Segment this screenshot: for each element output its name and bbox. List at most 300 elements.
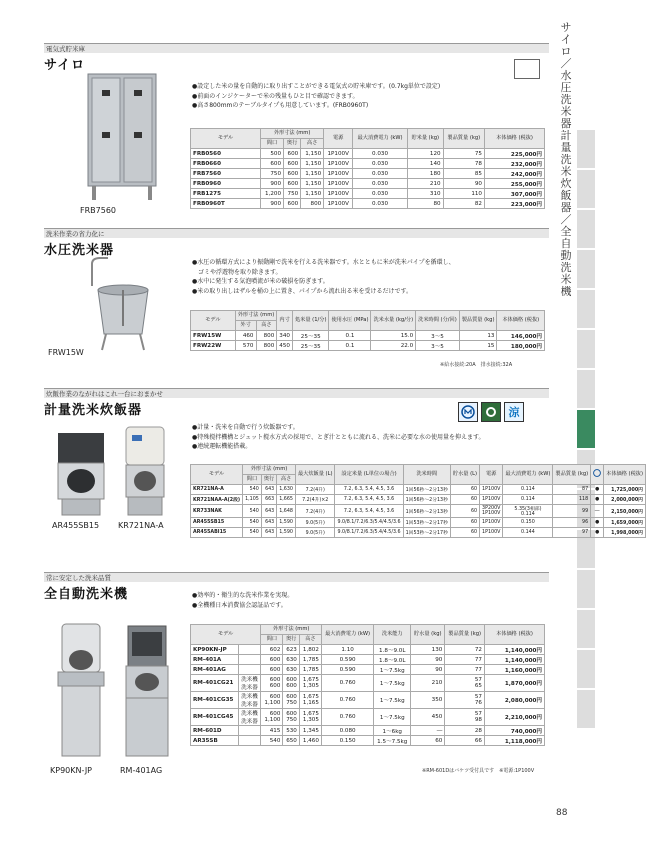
cell-wt: 28 bbox=[445, 726, 485, 736]
cell-dot: ● bbox=[591, 518, 604, 528]
cell-price: 2,080,000円 bbox=[485, 692, 545, 709]
side-vertical-title bbox=[559, 22, 573, 298]
cell-c: 0.144 bbox=[503, 528, 553, 538]
cell-w: 1,105 bbox=[243, 495, 262, 505]
table-row bbox=[191, 655, 545, 665]
cell-r: 9.0(5升) bbox=[295, 528, 335, 538]
section-title-cooker: 計量洗米炊飯器 bbox=[44, 403, 143, 418]
cell-m: FRB1275 bbox=[191, 189, 261, 199]
cell-w: 600 1,100 bbox=[261, 709, 283, 726]
cell-sub: 洗米機 洗米器 bbox=[238, 692, 261, 709]
col-cert-icon bbox=[591, 465, 604, 485]
index-tab[interactable] bbox=[577, 370, 595, 408]
col-time: 洗米時間 (分/回) bbox=[416, 311, 460, 331]
cell-w: 540 bbox=[243, 528, 262, 538]
cooker-photo-kr721na-a bbox=[118, 425, 172, 517]
eco-icon bbox=[481, 402, 501, 422]
cell-price: 255,000円 bbox=[485, 179, 545, 189]
cell-wt: 90 bbox=[443, 179, 484, 189]
cell-wa: 450 bbox=[411, 709, 445, 726]
cell-cap: 310 bbox=[407, 189, 443, 199]
col-water: 貯水量 (kg) bbox=[411, 625, 445, 645]
title-char: 器 bbox=[560, 201, 572, 214]
title-char: 米 bbox=[560, 273, 572, 286]
table-row bbox=[191, 179, 545, 189]
cell-sub bbox=[238, 645, 261, 655]
cell-price: 2,150,000円 bbox=[604, 505, 646, 518]
cell-h: 800 bbox=[256, 341, 277, 351]
index-tab[interactable] bbox=[577, 130, 595, 168]
title-char: ／ bbox=[560, 57, 572, 70]
cell-w: 600 bbox=[261, 655, 283, 665]
cell-m: KR721NAA-A(2段) bbox=[191, 495, 243, 505]
section-title-washer: 水圧洗米器 bbox=[44, 243, 115, 258]
cell-cap: 180 bbox=[407, 169, 443, 179]
washer-photo bbox=[78, 256, 168, 352]
washer-footnote: ※給水接続:20A 排水接続:32A bbox=[440, 362, 513, 368]
cell-w: 500 bbox=[261, 149, 284, 159]
table-row bbox=[191, 505, 646, 518]
cell-h: 1,345 bbox=[299, 726, 321, 736]
cell-cap: 1〜7.5kg bbox=[374, 692, 411, 709]
cell-d: 623 bbox=[283, 645, 299, 655]
cell-wa: 130 bbox=[411, 645, 445, 655]
cool-icon: 涼 bbox=[504, 402, 524, 422]
cell-s: 9.0/8.1/7.2/6.3/5.4/4.5/3.6 bbox=[335, 528, 403, 538]
cell-s: 7.2, 6.3, 5.4, 4.5, 3.6 bbox=[335, 485, 403, 495]
table-row bbox=[191, 495, 646, 505]
cell-sub: 洗米機 洗米器 bbox=[238, 675, 261, 692]
cell-c: 0.114 bbox=[503, 495, 553, 505]
cell-sub: 洗米機 洗米器 bbox=[238, 709, 261, 726]
cell-p: 1P100V bbox=[324, 199, 353, 209]
cell-cap: 25〜35 bbox=[292, 341, 329, 351]
col-h: 高さ bbox=[299, 635, 321, 645]
cell-p: 1P100V bbox=[480, 518, 503, 528]
col-w: 間口 bbox=[243, 475, 262, 485]
cell-cap: 1〜7.5kg bbox=[374, 665, 411, 675]
cell-c: 0.030 bbox=[353, 169, 408, 179]
cell-wa: 60 bbox=[450, 485, 479, 495]
col-inner: 内寸 bbox=[277, 311, 293, 331]
table-row bbox=[191, 341, 545, 351]
cell-m: FRB0960 bbox=[191, 179, 261, 189]
cell-cap: 1.8〜9.0L bbox=[374, 645, 411, 655]
cell-t: 1回56秒〜2分13秒 bbox=[403, 485, 450, 495]
cell-wt: 13 bbox=[459, 331, 497, 341]
cell-p: 1P100V bbox=[324, 189, 353, 199]
cell-pr: 0.1 bbox=[329, 341, 371, 351]
cell-d: 600 600 bbox=[283, 675, 299, 692]
col-weight: 製品質量 (kg) bbox=[445, 625, 485, 645]
col-model: モデル bbox=[191, 465, 243, 485]
cell-wa: 350 bbox=[411, 692, 445, 709]
table-row bbox=[191, 149, 545, 159]
index-tab-active[interactable] bbox=[577, 410, 595, 448]
cell-price: 740,000円 bbox=[485, 726, 545, 736]
col-w: 間口 bbox=[261, 139, 284, 149]
cell-m: FRB0560 bbox=[191, 149, 261, 159]
cell-wt: 118 bbox=[553, 495, 591, 505]
photo-label-frw15w: FRW15W bbox=[48, 348, 84, 357]
index-tab[interactable] bbox=[577, 570, 595, 608]
index-tab[interactable] bbox=[577, 610, 595, 648]
cell-t: 1回56秒〜2分13秒 bbox=[403, 505, 450, 518]
cell-p: 1P100V bbox=[480, 485, 503, 495]
bullet: ●連続運転機能搭載。 bbox=[192, 443, 252, 450]
cell-m: AR455SB15 bbox=[191, 518, 243, 528]
cell-c: 0.150 bbox=[503, 518, 553, 528]
cell-price: 1,998,000円 bbox=[604, 528, 646, 538]
cell-m: RM-401A bbox=[191, 655, 239, 665]
cell-h: 1,150 bbox=[301, 159, 324, 169]
cell-wa: 210 bbox=[411, 675, 445, 692]
cell-cap: 25〜35 bbox=[292, 331, 329, 341]
cell-cap: 210 bbox=[407, 179, 443, 189]
cell-c: 0.114 bbox=[503, 485, 553, 495]
table-row bbox=[191, 726, 545, 736]
cell-price: 2,210,000円 bbox=[485, 709, 545, 726]
cell-c: 0.760 bbox=[321, 709, 373, 726]
cell-m: FRW15W bbox=[191, 331, 236, 341]
silo-spec-table bbox=[190, 128, 545, 209]
index-tab[interactable] bbox=[577, 250, 595, 288]
photo-label-kp90kn-jp: KP90KN-JP bbox=[50, 766, 92, 775]
col-dims: 外形寸法 (mm) bbox=[243, 465, 296, 475]
cell-d: 750 bbox=[284, 189, 301, 199]
cell-price: 232,000円 bbox=[485, 159, 545, 169]
cell-w: 600 bbox=[261, 665, 283, 675]
cell-h: 1,675 1,305 bbox=[299, 675, 321, 692]
cell-cap: 80 bbox=[407, 199, 443, 209]
cell-wt: 72 bbox=[445, 645, 485, 655]
cell-d: 630 bbox=[283, 665, 299, 675]
cell-d: 600 bbox=[284, 159, 301, 169]
title-char: 米 bbox=[560, 165, 572, 178]
cell-d: 600 bbox=[284, 199, 301, 209]
cell-c: 0.760 bbox=[321, 675, 373, 692]
section-title-silo: サイロ bbox=[44, 58, 86, 73]
cell-wt: 66 bbox=[445, 736, 485, 746]
col-model: モデル bbox=[191, 129, 261, 149]
index-tab[interactable] bbox=[577, 210, 595, 248]
bullet: ●水圧の循環方式により振動剛で洗米を行える洗米器です。水とともに米が洗米パイプを循環し、 bbox=[192, 259, 455, 266]
cell-p: 1P100V bbox=[480, 495, 503, 505]
col-dims: 外形寸法 (mm) bbox=[261, 129, 324, 139]
bullet: ●前面のインジケーターで米の残量もひと目で確認できます。 bbox=[192, 92, 359, 100]
cell-w: 540 bbox=[243, 505, 262, 518]
cell-h: 1,785 bbox=[299, 655, 321, 665]
silo-photo bbox=[82, 70, 162, 202]
col-price: 本体価格 (税抜) bbox=[497, 311, 545, 331]
cell-d: 643 bbox=[261, 518, 276, 528]
cell-s: 9.0/8.1/7.2/6.3/5.4/4.5/3.6 bbox=[335, 518, 403, 528]
table-row bbox=[191, 528, 646, 538]
cell-h: 1,785 bbox=[299, 665, 321, 675]
cell-c: 0.030 bbox=[353, 199, 408, 209]
cell-cap: 1.5〜7.5kg bbox=[374, 736, 411, 746]
cell-wt: 87 bbox=[553, 485, 591, 495]
cell-wt: 57 98 bbox=[445, 709, 485, 726]
col-weight: 製品質量 (kg) bbox=[459, 311, 497, 331]
cell-d: 600 bbox=[284, 169, 301, 179]
cell-d: 600 bbox=[284, 149, 301, 159]
cell-s: 7.2, 6.3, 5.4, 4.5, 3.6 bbox=[335, 505, 403, 518]
table-row bbox=[191, 169, 545, 179]
cell-cap: 1〜6kg bbox=[374, 726, 411, 736]
cell-dot: ● bbox=[591, 485, 604, 495]
auto-washer-photo-rm-401ag bbox=[120, 622, 174, 760]
photo-label-frb7560: FRB7560 bbox=[80, 206, 117, 215]
cell-c: 0.030 bbox=[353, 149, 408, 159]
cell-w: 750 bbox=[261, 169, 284, 179]
title-char: 量 bbox=[560, 141, 572, 154]
cell-wt: 85 bbox=[443, 169, 484, 179]
cell-t: 3〜5 bbox=[416, 341, 460, 351]
title-char: 飯 bbox=[560, 189, 572, 202]
cell-cap: 1〜7.5kg bbox=[374, 709, 411, 726]
cell-wt: 78 bbox=[443, 159, 484, 169]
cell-m: RM-401CG45 bbox=[191, 709, 239, 726]
table-row bbox=[191, 518, 646, 528]
cell-wt: 97 bbox=[553, 528, 591, 538]
cell-cap: 1.8〜9.0L bbox=[374, 655, 411, 665]
title-char: ロ bbox=[560, 45, 572, 58]
cell-sub bbox=[238, 736, 261, 746]
cell-w: 540 bbox=[261, 736, 283, 746]
col-d: 奥行 bbox=[261, 475, 276, 485]
col-time: 洗米時間 bbox=[403, 465, 450, 485]
cell-m: KP90KN-JP bbox=[191, 645, 239, 655]
section-title-auto-washer: 全自動洗米機 bbox=[44, 587, 129, 602]
index-tab[interactable] bbox=[577, 690, 595, 728]
cell-w: 602 bbox=[261, 645, 283, 655]
cell-wt: 96 bbox=[553, 518, 591, 528]
cell-p: 1P100V bbox=[324, 179, 353, 189]
col-capacity: 洗米能力 bbox=[374, 625, 411, 645]
table-row bbox=[191, 331, 545, 341]
photo-label-ar455sb15: AR455SB15 bbox=[52, 521, 100, 530]
cell-price: 225,000円 bbox=[485, 149, 545, 159]
cell-c: 0.590 bbox=[321, 665, 373, 675]
cell-i: 450 bbox=[277, 341, 293, 351]
cell-price: 307,000円 bbox=[485, 189, 545, 199]
cell-h: 1,460 bbox=[299, 736, 321, 746]
bullet: ●設定した米の量を自動的に取り出すことができる電気式の貯米庫です。(0.7kg単位で設定) bbox=[192, 83, 441, 90]
cell-pr: 0.1 bbox=[329, 331, 371, 341]
cell-t: 1回53秒〜2分17秒 bbox=[403, 528, 450, 538]
cell-t: 1回53秒〜2分17秒 bbox=[403, 518, 450, 528]
title-char: 全 bbox=[560, 225, 572, 238]
cell-h: 1,675 1,305 bbox=[299, 709, 321, 726]
cell-h: 1,590 bbox=[277, 528, 296, 538]
table-row bbox=[191, 736, 545, 746]
col-weight: 製品質量 (kg) bbox=[553, 465, 591, 485]
cell-wa: 90 bbox=[411, 665, 445, 675]
cell-wt: 77 bbox=[445, 655, 485, 665]
cell-r: 9.0(5升) bbox=[295, 518, 335, 528]
index-tab[interactable] bbox=[577, 170, 595, 208]
table-row bbox=[191, 189, 545, 199]
title-char: 洗 bbox=[560, 153, 572, 166]
cell-h: 1,150 bbox=[301, 149, 324, 159]
cell-d: 650 bbox=[283, 736, 299, 746]
col-dims: 外形寸法 (mm) bbox=[261, 625, 322, 635]
cell-wt: 82 bbox=[443, 199, 484, 209]
cell-i: 340 bbox=[277, 331, 293, 341]
silo-bullets bbox=[192, 82, 440, 111]
cell-m: AR35SB bbox=[191, 736, 239, 746]
table-row bbox=[191, 159, 545, 169]
col-price: 本体価格 (税抜) bbox=[485, 625, 545, 645]
title-char: ／ bbox=[560, 213, 572, 226]
cell-w: 900 bbox=[261, 199, 284, 209]
cell-dot: ● bbox=[591, 528, 604, 538]
cell-m: RM-401AG bbox=[191, 665, 239, 675]
table-row bbox=[191, 675, 545, 692]
cell-d: 530 bbox=[283, 726, 299, 736]
col-power: 電源 bbox=[324, 129, 353, 149]
index-tab[interactable] bbox=[577, 650, 595, 688]
cell-c: 0.030 bbox=[353, 179, 408, 189]
cell-h: 1,150 bbox=[301, 169, 324, 179]
cell-r: 7.2(4升) bbox=[295, 485, 335, 495]
title-char: 米 bbox=[560, 105, 572, 118]
cell-w: 600 1,100 bbox=[261, 692, 283, 709]
col-setting: 設定米量 (L単位の場合) bbox=[335, 465, 403, 485]
title-char: 炊 bbox=[560, 177, 572, 190]
col-h: 高さ bbox=[301, 139, 324, 149]
index-tab[interactable] bbox=[577, 290, 595, 328]
cell-d: 643 bbox=[261, 528, 276, 538]
cell-wa: 22.0 bbox=[371, 341, 416, 351]
cell-w: 600 bbox=[261, 159, 284, 169]
cell-d: 643 bbox=[261, 485, 276, 495]
title-char: サ bbox=[560, 21, 572, 34]
cell-m: FRB0960T bbox=[191, 199, 261, 209]
cell-price: 180,000円 bbox=[497, 341, 545, 351]
col-price: 本体価格 (税抜) bbox=[604, 465, 646, 485]
col-pressure: 使用水圧 (MPa) bbox=[329, 311, 371, 331]
cell-wt: 15 bbox=[459, 341, 497, 351]
cell-t: 3〜5 bbox=[416, 331, 460, 341]
cell-wa: 60 bbox=[450, 495, 479, 505]
cell-d: 663 bbox=[261, 495, 276, 505]
cooker-photo-ar455sb15 bbox=[52, 425, 112, 517]
col-h: 高さ bbox=[277, 475, 296, 485]
cell-wt: 110 bbox=[443, 189, 484, 199]
col-weight: 製品質量 (kg) bbox=[443, 129, 484, 149]
section-category-auto-washer: 常に安定した洗米品質 bbox=[44, 572, 549, 582]
photo-label-rm-401ag: RM-401AG bbox=[120, 766, 163, 775]
cell-p: 1P100V bbox=[480, 528, 503, 538]
cell-h: 800 bbox=[301, 199, 324, 209]
col-d: 奥行 bbox=[283, 635, 299, 645]
cell-t: 1回56秒〜2分13秒 bbox=[403, 495, 450, 505]
cell-sub bbox=[238, 665, 261, 675]
index-tab[interactable] bbox=[577, 330, 595, 368]
photo-label-kr721na-a: KR721NA-A bbox=[118, 521, 164, 530]
cell-m: AR455ABI15 bbox=[191, 528, 243, 538]
cell-cap: 120 bbox=[407, 149, 443, 159]
cell-wt: 57 76 bbox=[445, 692, 485, 709]
cell-d: 600 750 bbox=[283, 709, 299, 726]
cell-h: 1,675 1,165 bbox=[299, 692, 321, 709]
cell-c: 0.590 bbox=[321, 655, 373, 665]
table-row bbox=[191, 199, 545, 209]
cell-wa: 60 bbox=[450, 518, 479, 528]
title-char: 圧 bbox=[560, 81, 572, 94]
cell-h: 1,802 bbox=[299, 645, 321, 655]
auto-washer-footnote: ※RM-601Dはバケツ受付具です ※電源:1P100V bbox=[422, 768, 535, 774]
cell-c: 0.030 bbox=[353, 189, 408, 199]
cell-wt: 75 bbox=[443, 149, 484, 159]
cell-p: 1P100V bbox=[324, 159, 353, 169]
cell-c: 1.10 bbox=[321, 645, 373, 655]
table-row bbox=[191, 645, 545, 655]
cell-price: 242,000円 bbox=[485, 169, 545, 179]
cell-price: 1,140,000円 bbox=[485, 645, 545, 655]
cell-price: 1,870,000円 bbox=[485, 675, 545, 692]
cell-wa: ― bbox=[411, 726, 445, 736]
cell-m: RM-601D bbox=[191, 726, 239, 736]
cell-price: 2,000,000円 bbox=[604, 495, 646, 505]
col-d: 奥行 bbox=[284, 139, 301, 149]
cell-w: 1,200 bbox=[261, 189, 284, 199]
col-capacity: 処米量 (1/分) bbox=[292, 311, 329, 331]
section-category-silo: 電気式貯米庫 bbox=[44, 43, 549, 53]
bullet: ●計量・洗米を自動で行う炊飯器です。 bbox=[192, 424, 299, 431]
title-char: 計 bbox=[560, 129, 572, 142]
auto-washer-spec-table bbox=[190, 624, 545, 746]
title-char: 自 bbox=[560, 237, 572, 250]
cell-m: RM-401CG21 bbox=[191, 675, 239, 692]
cell-c: 0.760 bbox=[321, 692, 373, 709]
col-price: 本体価格 (税抜) bbox=[485, 129, 545, 149]
page-number: 88 bbox=[556, 808, 568, 818]
cell-p: 1P100V bbox=[324, 149, 353, 159]
cell-wt: 77 bbox=[445, 665, 485, 675]
cell-m: FRW22W bbox=[191, 341, 236, 351]
cell-m: FRB0660 bbox=[191, 159, 261, 169]
col-water: 貯水量 (L) bbox=[450, 465, 479, 485]
cooker-spec-table bbox=[190, 464, 646, 538]
cell-w: 900 bbox=[261, 179, 284, 189]
cell-s: 7.2, 6.3, 5.4, 4.5, 3.6 bbox=[335, 495, 403, 505]
cell-h: 1,590 bbox=[277, 518, 296, 528]
cell-price: 1,659,000円 bbox=[604, 518, 646, 528]
bullet: ●効率的・衛生的な洗米作業を実現。 bbox=[192, 592, 294, 599]
cell-m: RM-401CG35 bbox=[191, 692, 239, 709]
cell-price: 1,140,000円 bbox=[485, 655, 545, 665]
col-consumption: 最大消費電力 (kW) bbox=[503, 465, 553, 485]
section-category-cooker: 炊飯作業のながれはこれ一台におまかせ bbox=[44, 388, 549, 398]
table-row bbox=[191, 692, 545, 709]
table-row bbox=[191, 665, 545, 675]
cell-m: FRB7560 bbox=[191, 169, 261, 179]
title-char: 動 bbox=[560, 249, 572, 262]
certification-icon bbox=[458, 402, 478, 422]
cell-wt: 99 bbox=[553, 505, 591, 518]
cooker-bullets bbox=[192, 423, 485, 452]
cell-m: KR733NAK bbox=[191, 505, 243, 518]
cell-sub bbox=[238, 726, 261, 736]
cell-dot: ― bbox=[591, 505, 604, 518]
table-row bbox=[191, 709, 545, 726]
cell-wa: 15.0 bbox=[371, 331, 416, 341]
col-capacity: 貯米量 (kg) bbox=[407, 129, 443, 149]
cell-d: 630 bbox=[283, 655, 299, 665]
